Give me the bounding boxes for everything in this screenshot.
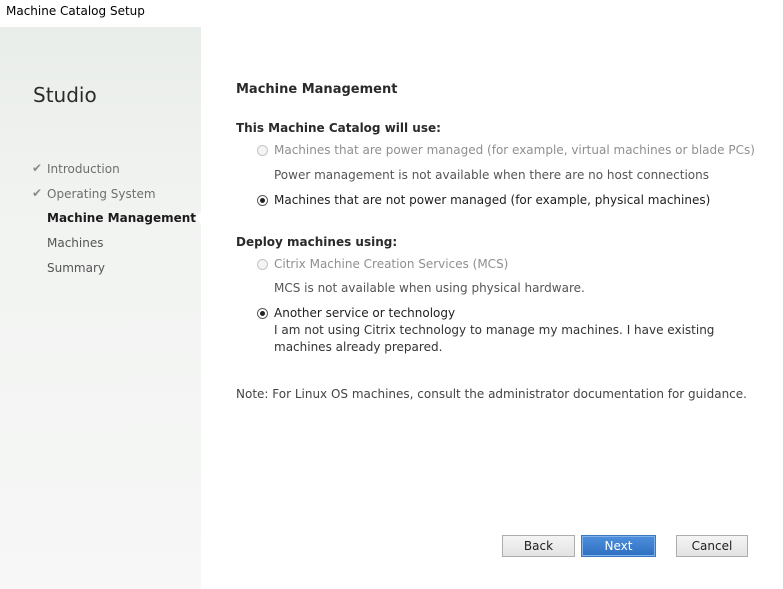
mcs-radio (257, 259, 268, 270)
linux-os-note: Note: For Linux OS machines, consult the administrator documentation for guidance. (236, 387, 747, 401)
another-service-description: I am not using Citrix technology to manage my machines. I have existing machines already prepared. (274, 323, 715, 354)
step-operating-system[interactable] (32, 186, 156, 201)
catalog-use-label: This Machine Catalog will use: (236, 121, 441, 135)
step-label: Summary (47, 261, 105, 275)
step-introduction[interactable] (32, 161, 120, 176)
title-bar (0, 0, 783, 26)
step-label: Operating System (47, 187, 156, 201)
selected-dot (260, 311, 265, 316)
step-label: Machines (47, 236, 104, 250)
power-management-unavailable-note: Power management is not available when there are no host connections (274, 168, 709, 182)
next-button[interactable]: Next (581, 535, 656, 557)
power-managed-label: Machines that are power managed (for example, virtual machines or blade PCs) (274, 143, 755, 157)
deploy-machines-label: Deploy machines using: (236, 235, 398, 249)
back-button[interactable]: Back (502, 535, 575, 557)
mcs-unavailable-note: MCS is not available when using physical hardware. (274, 281, 585, 295)
product-title: Studio (33, 83, 97, 107)
check-icon: ✔ (32, 186, 43, 200)
step-machines (47, 236, 103, 250)
mcs-label: Citrix Machine Creation Services (MCS) (274, 257, 509, 271)
step-label: Machine Management (47, 211, 196, 225)
not-power-managed-radio[interactable] (257, 195, 268, 206)
step-summary (47, 261, 105, 275)
cancel-button[interactable]: Cancel (676, 535, 748, 557)
wizard-client-area (0, 27, 783, 589)
window-title: Machine Catalog Setup (6, 4, 145, 18)
page-title: Machine Management (236, 82, 398, 97)
wizard-sidebar (0, 27, 201, 589)
step-machine-management (47, 211, 196, 225)
wizard-content (201, 27, 783, 589)
selected-dot (260, 198, 265, 203)
check-icon: ✔ (32, 161, 43, 175)
power-managed-radio (257, 145, 268, 156)
another-service-radio[interactable] (257, 308, 268, 319)
not-power-managed-label[interactable]: Machines that are not power managed (for example, physical machines) (274, 193, 711, 207)
another-service-label[interactable]: Another service or technology (274, 306, 456, 320)
step-label: Introduction (47, 162, 120, 176)
